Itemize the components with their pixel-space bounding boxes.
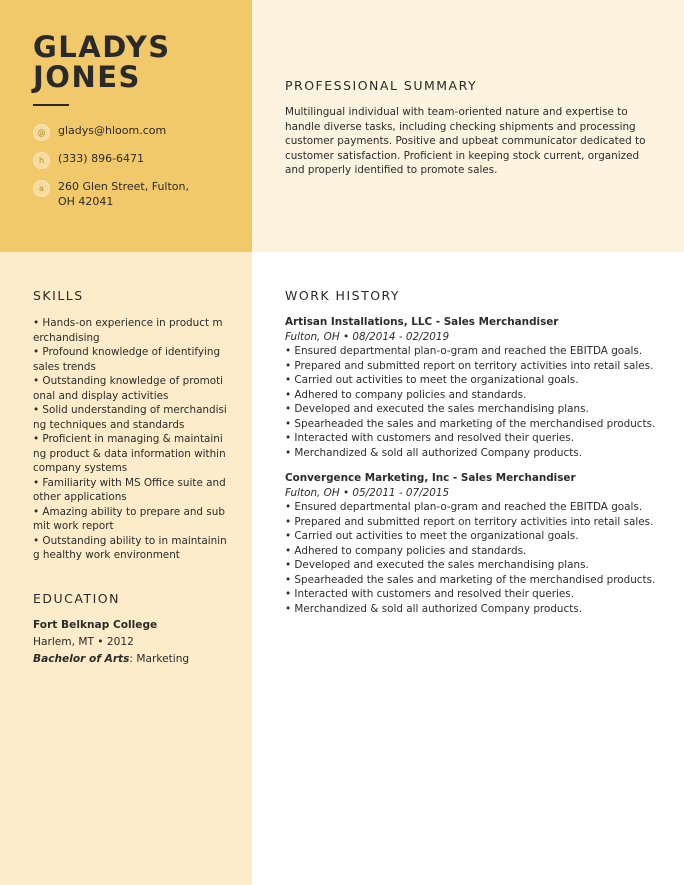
job-bullet: • Spearheaded the sales and marketing of the merchandised products. xyxy=(285,573,656,586)
job-bullet: • Adhered to company policies and standards. xyxy=(285,388,527,401)
skills-list xyxy=(33,316,228,563)
job-bullet: • Ensured departmental plan-o-gram and reached the EBITDA goals. xyxy=(285,345,643,357)
skill-item: • Outstanding knowledge of promotional and display activities xyxy=(33,375,224,402)
summary-heading: PROFESSIONAL SUMMARY xyxy=(285,78,478,93)
contact-email-text: gladys@hloom.com xyxy=(58,124,167,137)
skill-item: • Proficient in managing & maintaining product & data information within company systems xyxy=(33,433,226,474)
school-location: Harlem, MT • 2012 xyxy=(33,636,134,648)
job-title: Artisan Installations, LLC - Sales Merchandiser xyxy=(285,316,559,328)
job-bullet: • Merchandized & sold all authorized Company products. xyxy=(285,446,583,459)
first-name: GLADYS xyxy=(33,30,171,64)
skill-item: • Outstanding ability to in maintaining healthy work environment xyxy=(33,534,227,561)
job-bullet: • Carried out activities to meet the organizational goals. xyxy=(285,530,579,542)
degree-field: : Marketing xyxy=(129,653,190,665)
job-bullet: • Spearheaded the sales and marketing of the merchandised products. xyxy=(285,417,656,430)
job-bullet: • Prepared and submitted report on territory activities into retail sales. xyxy=(285,515,654,528)
degree xyxy=(33,651,189,668)
candidate-name xyxy=(33,32,171,92)
contact-address-text: 260 Glen Street, Fulton, OH 42041 xyxy=(58,180,189,208)
job-bullet: • Developed and executed the sales merchandising plans. xyxy=(285,559,589,571)
skill-item: • Amazing ability to prepare and submit work report xyxy=(33,505,225,532)
skill-item: • Familiarity with MS Office suite and other applications xyxy=(33,476,226,503)
job-bullet: • Developed and executed the sales merchandising plans. xyxy=(285,403,589,415)
job-bullet: • Prepared and submitted report on territory activities into retail sales. xyxy=(285,359,654,372)
email-icon: @ xyxy=(33,124,50,141)
work-heading: WORK HISTORY xyxy=(285,288,401,303)
degree-name: Bachelor of Arts xyxy=(33,653,130,665)
contact-phone-text: (333) 896-6471 xyxy=(58,152,145,165)
job-bullets xyxy=(285,500,665,616)
job-title: Convergence Marketing, Inc - Sales Merchandiser xyxy=(285,472,576,484)
job-entry xyxy=(285,315,665,460)
job-meta: Fulton, OH • 05/2011 - 07/2015 xyxy=(285,486,450,499)
address-icon: a xyxy=(33,180,50,197)
job-bullet: • Interacted with customers and resolved their queries. xyxy=(285,588,574,600)
education-entry xyxy=(33,617,189,668)
contact-phone[interactable] xyxy=(33,151,208,169)
job-bullet: • Merchandized & sold all authorized Company products. xyxy=(285,602,583,615)
contact-email[interactable] xyxy=(33,123,208,141)
education-heading: EDUCATION xyxy=(33,591,120,606)
skill-item: • Hands-on experience in product merchandising xyxy=(33,317,223,344)
job-bullet: • Ensured departmental plan-o-gram and reached the EBITDA goals. xyxy=(285,501,643,513)
name-divider xyxy=(33,104,69,106)
job-bullet: • Adhered to company policies and standards. xyxy=(285,544,527,557)
last-name: JONES xyxy=(33,60,141,94)
summary-text: Multilingual individual with team-oriented nature and expertise to handle diverse tasks, including checking shipments and processing customer payments. Positive and upbeat communicator dedicated to customer satisfaction. Proficient in keeping stock current, organized and properly identified to promote sales. xyxy=(285,106,646,176)
skills-heading: SKILLS xyxy=(33,288,84,303)
job-bullet: • Interacted with customers and resolved their queries. xyxy=(285,432,574,444)
contact-address xyxy=(33,179,208,209)
job-meta: Fulton, OH • 08/2014 - 02/2019 xyxy=(285,330,450,343)
skill-item: • Solid understanding of merchandising techniques and standards xyxy=(33,404,227,431)
job-bullets xyxy=(285,344,665,460)
job-entry xyxy=(285,471,665,616)
school-name: Fort Belknap College xyxy=(33,619,158,631)
job-bullet: • Carried out activities to meet the organizational goals. xyxy=(285,374,579,386)
phone-icon: h xyxy=(33,152,50,169)
skill-item: • Profound knowledge of identifying sales trends xyxy=(33,346,221,373)
